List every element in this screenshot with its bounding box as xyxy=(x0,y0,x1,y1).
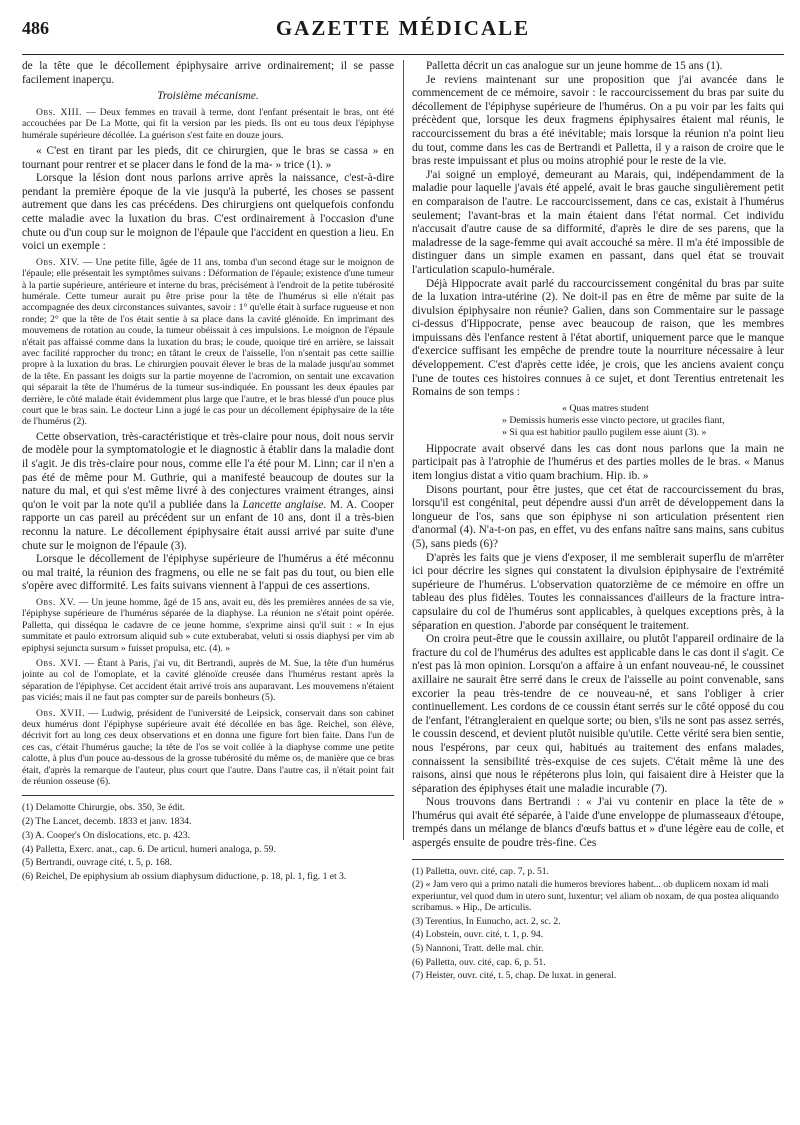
obs-text: — Ludwig, président de l'université de Leipsick, conservait dans son cabinet deux humérus dont l'épiphyse supérieure avait été décollée en bas âge. Reichel, son élève, décrivit fort au long ces deux observations et en donna une figure fort bien faite. Dans l'un de ces cas, c'était l'humérus gauche; la tête de l'os se voit collée à la diaphyse comme une petite calotte, à plus d'un pouce au-dessous de la grosse tubérosité du même os, de manière que ce bras était, d'après la remarque de l'auteur, plus court que l'autre. Dans l'autre cas, il n'était point fait de réunion osseuse (6). xyxy=(22,707,394,788)
paragraph-observation-start: Cette observation, très-caractéristique et très-claire pour nous, doit nous servir de modèle pour la symptomatologie et le diagnostic à établir dans la maladie dont il s'agit. Je dis très-claire pour nous, comme elle l'a été pour M. Linn; car il n'en a pas été de même pour M. Guthrie, qui a manifesté beaucoup de doutes sur la nature du mal, et qui s'est même livré à des conjectures vraiment étranges, ainsi qu'on le voit par la note qu'il a publiée dans la xyxy=(22,430,394,511)
paragraph-observation xyxy=(22,431,394,553)
verse-line: » Demissis humeris esse vincto pectore, ut graciles fiant, xyxy=(502,414,725,426)
paragraph-disons: Disons pourtant, pour être justes, que cet état de raccourcissement du bras, lorsqu'il est congénital, peut dépendre aussi d'un arrêt de développement dans la longueur de l'os, sans que son épiphyse ni son articulation présentent rien d'anormal (4). N'a-t-on pas, en effet, vu des enfans naître sans mains, sans cubitus (5), sans pieds (6)? xyxy=(412,483,784,550)
obs-label: Obs. XVI. xyxy=(36,658,82,669)
journal-title: GAZETTE MÉDICALE xyxy=(275,16,531,40)
footnote: (6) Reichel, De epiphysium ab ossium diaphysum diductione, p. 18, pl. 1, fig. 1 et 3. xyxy=(22,870,347,882)
paragraph-observation-end: . M. A. Cooper rapporte un cas pareil au précédent sur un enfant de 10 ans, dont il a très-bien reconnu la nature. Le décollement épiphysaire était aussi arrivé par suite d'une chute sur le moignon de l'épaule (3). xyxy=(22,498,394,552)
paragraph-observe: Hippocrate avait observé dans les cas dont nous parlons que la main ne participait pas à l'atrophie de l'humérus et des parties molles de le bras. « Manus item longius distat a vitio quam brachium. Hip. ib. » xyxy=(412,442,784,483)
observation-15 xyxy=(22,597,394,654)
verse-line: » Si qua est habitior paullo pugilem esse aiunt (3). » xyxy=(502,426,707,438)
footnote: (3) A. Cooper's On dislocations, etc. p. 423. xyxy=(22,829,190,841)
footnote-divider xyxy=(412,859,784,860)
quote-chirurgien: « C'est en tirant par les pieds, dit ce chirurgien, que le bras se cassa » en tournant pour rentrer et se placer dans le fond de la ma- » trice (1). » xyxy=(22,145,394,171)
lancette-title: Lancette anglaise xyxy=(242,498,324,511)
obs-text: — Étant à Paris, j'ai vu, dit Bertrandi, auprès de M. Sue, la tête d'un humérus jointe au col de l'omoplate, et la cavité glénoïde creusée dans l'humérus restant après la séparation de l'épiphyse. Cet accident était arrivé trois ans auparavant. Les mouvemens n'étaient pas viciés; mais il ne faut pas compter sur de pareils bonheurs (5). xyxy=(22,658,394,704)
footnote-divider xyxy=(22,795,394,796)
intro-paragraph: de la tête que le décollement épiphysaire arrive ordinairement; il se passe facilement inaperçu. xyxy=(22,60,394,86)
right-footnotes xyxy=(412,866,784,982)
paragraph-lesion: Lorsque la lésion dont nous parlons arrive après la naissance, c'est-à-dire pendant la première époque de la vie jusqu'à la puberté, les choses se passent autrement que dans les cas précédens. Des chirurgiens ont quelquefois confondu cette maladie avec la luxation du bras. C'est ordinairement à l'occasion d'une chute ou d'un coup sur le moignon de l'épaule que l'accident en question a lieu. En voici un exemple : xyxy=(22,172,394,253)
obs-text: — Deux femmes en travail à terme, dont l'enfant présentait le bras, ont été accouchées par De La Motte, qui fit la version par les pieds. Ils ont eu tous deux l'épiphyse humérale supérieure décollée. La guérison s'est faite en douze jours. xyxy=(22,106,394,141)
page xyxy=(22,14,784,1114)
page-header xyxy=(22,14,784,55)
left-footnotes xyxy=(22,802,394,882)
left-column xyxy=(22,60,394,1112)
footnote: (4) Palletta, Exerc. anat., cap. 6. De articul. humeri analoga, p. 59. xyxy=(22,843,276,855)
paragraph-reviens: Je reviens maintenant sur une proposition que j'ai avancée dans le commencement de ce mémoire, savoir : le raccourcissement du bras par suite du décollement de l'épiphyse supérieure de l'humérus. On a pu voir par les faits qui précèdent que, lorsque les deux fragmens épiphysaires étaient mal réunis, le raccourcissement du bras a été inévitable; mais lorsque la réunion n'a point lieu du tout, comme dans les cas de Bertrandi et Palletta, il y a raison de croire que le bras reste impuissant et plus ou moins atrophié pour le reste de la vie. xyxy=(412,73,784,168)
obs-label: Obs. XV. xyxy=(36,596,76,608)
obs-label: Obs. XVII. xyxy=(36,707,86,719)
column-divider xyxy=(403,60,404,840)
footnote: (1) Delamotte Chirurgie, obs. 350, 3e édit. xyxy=(22,802,185,814)
paragraph-croira: On croira peut-être que le coussin axillaire, ou plutôt l'appareil ordinaire de la fracture du col de l'humérus des adultes est applicable dans le cas dont il s'agit. Ce n'est pas là mon opinion. Lorsqu'on a affaire à un enfant nouveau-né, le coussinet axillaire ne saurait être serré dans le creux de l'aisselle au point convenable, sans excorier la peau très-tendre de ce nouveau-né, et sans l'obliger à crier continuellement. Les cordons de ce coussin étant serrés sur le côté opposé du cou de l'enfant, l'étrangleraient en quelque sorte; ou bien, s'ils ne sont pas assez serrés, le coussin descend, et devient plutôt nuisible qu'utile. Cette vérité sera bien sentie, nous l'espérons, par ceux qui, habitués au traitement des enfans malades, connaissent la sensibilité très-exquise de ces sujets. C'était même là une des raisons, ainsi que nous le répéterons plus loin, qui faisaient dire à Heister que la séparation des épiphyses était une maladie incurable (7). xyxy=(412,633,784,795)
footnote: (4) Lobstein, ouvr. cité, t. 1, p. 94. xyxy=(412,929,544,941)
footnote: (6) Palletta, ouv. cité, cap. 6, p. 51. xyxy=(412,956,546,968)
obs-label: Obs. XIII. xyxy=(36,106,82,118)
paragraph-apres: D'après les faits que je viens d'exposer, il me semblerait superflu de m'arrêter ici pour décrire les signes qui constatent la divulsion épiphysaire de l'extrémité supérieure de l'humérus. L'observation quatorzième de ce mémoire en offre un tableau des plus fidèles. Toutes les connaissances d'ailleurs de la fracture intra-capsulaire du col de l'humérus sont applicables, à quelques exceptions près, à la séparation en question. J'aborde par conséquent le traitement. xyxy=(412,551,784,632)
paragraph-soigne: J'ai soigné un employé, demeurant au Marais, qui, indépendamment de la maladie pour laquelle j'avais été appelé, avait le bras gauche singulièrement petit en comparaison de l'autre. Le raccourcissement, dans ce cas, existait à l'humérus seulement; l'avant-bras et la main étaient dans l'état normal. Cet individu n'accusait d'autre cause de sa difformité, d'après le dire de ses parens, que la maladresse de la sage-femme qui avait accouché sa mère. Il m'a été impossible de distinguer dans un simple examen en passant, dans quel état se trouvait l'articulation scapulo-humérale. xyxy=(412,168,784,276)
footnote: (2) The Lancet, decemb. 1833 et janv. 1834. xyxy=(22,816,192,828)
observation-14 xyxy=(22,257,394,428)
observation-17 xyxy=(22,708,394,788)
footnote: (5) Nannoni, Tratt. delle mal. chir. xyxy=(412,943,544,954)
terentius-verse xyxy=(412,403,784,439)
obs-text: — Un jeune homme, âgé de 15 ans, avait eu, dès les premières années de sa vie, l'épiphyse supérieure de l'humérus séparée de la diaphyse. La réunion ne s'était point opérée. Palletta, qui disséqua le cadavre de ce jeune homme, s'exprime ainsi qu'il suit : « In ejus summitate et paulo extrorsum aliquid sub » cute extuberabat, veluti si ossis diaphysi per vim ab epiphysi sejuncta sursum » fuisset propulsa, etc. (4). » xyxy=(22,596,394,654)
paragraph-palletta: Palletta décrit un cas analogue sur un jeune homme de 15 ans (1). xyxy=(426,60,723,72)
observation-13 xyxy=(22,107,394,141)
footnote: (3) Terentius, In Eunucho, act. 2, sc. 2. xyxy=(412,915,561,927)
columns xyxy=(22,60,784,1114)
footnote: (5) Bertrandi, ouvrage cité, t. 5, p. 168. xyxy=(22,857,172,869)
obs-label: Obs. XIV. xyxy=(36,256,80,268)
verse-line: « Quas matres student xyxy=(562,402,649,414)
paragraph-decollement: Lorsque le décollement de l'épiphyse supérieure de l'humérus a été méconnu ou mal traité, la réunion des fragmens, ou elle ne se fait pas du tout, ou bien elle s'opère avec difformité. Les faits suivans viennent à l'appui de ces assertions. xyxy=(22,553,394,593)
paragraph-hippocrate: Déjà Hippocrate avait parlé du raccourcissement congénital du bras par suite de la luxation intra-utérine (2). Ne doit-il pas en être de même par suite de la divulsion épiphysaire non réunie? Galien, dans son Commentaire sur le passage ci-dessus d'Hippocrate, pense avec beaucoup de raison, que les membres impuissans dès l'enfance restent à l'état abortif, uniquement parce que le manque d'exercice suffisant les empêche de prendre toute la nourriture nécessaire à leur développement. C'est d'après cette idée, je crois, que les anciens avaient conçu l'une de toutes ces histoires connues à ce sujet, et dont Terentius entretenait les Romains de son temps : xyxy=(412,277,784,399)
paragraph-trouvons: Nous trouvons dans Bertrandi : « J'ai vu contenir en place la tête de » l'humérus qui avait été séparée, à l'aide d'une enveloppe de plumasseaux d'étoupe, trempés dans un mélange de blancs d'œufs battus et » d'une légère eau de colle, et aspergés ensuite de poudre très-fine. Ces xyxy=(412,796,784,850)
footnote: (1) Palletta, ouvr. cité, cap. 7, p. 51. xyxy=(412,865,549,877)
footnote: (7) Heister, ouvr. cité, t. 5, chap. De luxat. in general. xyxy=(412,970,617,982)
footnote: (2) « Jam vero qui a primo natali die humeros breviores habent... ob duplicem noxam id mali experiuntur, vel quod dum in utero sunt, luxentur; vel aliam ob noxam, de qua postea aliquando scribamus. » Hip., De articulis. xyxy=(412,879,779,913)
observation-16 xyxy=(22,658,394,704)
page-number: 486 xyxy=(22,18,49,38)
section-title: Troisième mécanisme. xyxy=(157,90,259,103)
right-column xyxy=(412,60,784,1112)
obs-text: — Une petite fille, âgée de 11 ans, tomba d'un second étage sur le moignon de l'épaule; elle présentait les symptômes suivans : Déformation de l'épaule; existence d'une tumeur à la partie supérieure, antérieure et interne du bras, précisément à l'endroit de la petite tubérosité humérale. Cette tumeur aurait pu être prise pour la tête de l'humérus si elle n'était pas accompagnée des deux circonstances suivantes, savoir : 1° qu'elle était à surface rugueuse et non ronde; 2° que la tête de l'os était sentie à sa place dans la cavité glénoïde. En imprimant des mouvemens de rotation au coude, la tumeur obéissait à ces impulsions. Le moignon de l'épaule n'était pas affaissé comme dans la luxation du bras; le coude, quoique tiré en arrière, se laissait avec facilité rapprocher du tronc; en tâtant le creux de l'aisselle, l'on n'sentait pas cette saillie propre à la luxation du bras. Le chirurgien pouvait élever le bras de la malade jusqu'au sommet de la tête. En passant les doigts sur la partie moyenne de l'acromion, on sentait une excavation qui séparait la tête de l'humérus de la tumeur sus-indiquée. En poussant les deux épaules par derrière, le côté malade était évidemment plus large que l'autre, et le bras blessé d'un pouce plus court que le bras sain. Le docteur Linn a jugé le cas pour un décollement épiphysaire de la tête de l'humérus (2). xyxy=(22,256,394,428)
